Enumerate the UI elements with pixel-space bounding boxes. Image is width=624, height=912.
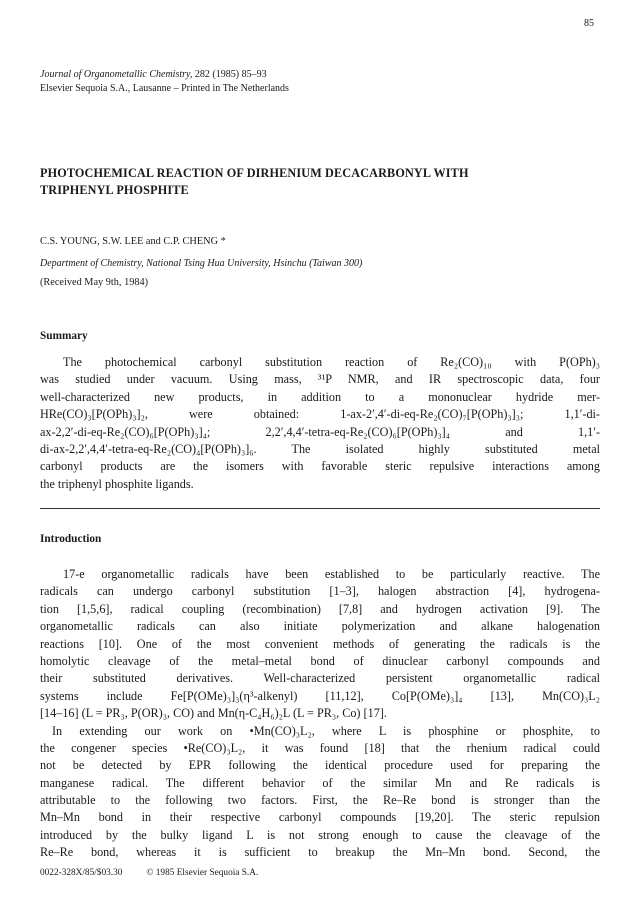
intro-line: radicals can undergo carbonyl substitution [1–3], halogen abstraction [4], hydrogena- [40, 584, 600, 599]
footer [40, 868, 258, 878]
intro-line: not be detected by EPR following the identical procedure used for preparing the [40, 758, 600, 773]
intro-line: tion [1,5,6], radical coupling (recombination) [7,8] and hydrogen activation [9]. The [40, 601, 600, 616]
article-code: 0022-328X/85/$03.30 [40, 868, 123, 878]
page-number: 85 [584, 18, 594, 29]
intro-line: the congener species •Re(CO)₃L₂, it was found [18] that the rhenium radical could [40, 740, 600, 755]
summary-line: carbonyl products are the isomers with favorable steric repulsive interactions among [40, 459, 600, 474]
publisher-line: Elsevier Sequoia S.A., Lausanne – Printed in The Netherlands [40, 83, 289, 94]
journal-name: Journal of Organometallic Chemistry, [40, 69, 193, 80]
title-line-1: PHOTOCHEMICAL REACTION OF DIRHENIUM DECACARBONYL WITH [40, 166, 469, 180]
authors: C.S. YOUNG, S.W. LEE and C.P. CHENG * [40, 236, 226, 247]
summary-line: The photochemical carbonyl substitution reaction of Re₂(CO)₁₀ with P(OPh)₃ [63, 355, 600, 369]
intro-line: 17-e organometallic radicals have been established to be particularly reactive. The [63, 567, 600, 581]
section-divider [40, 508, 600, 509]
received-date: (Received May 9th, 1984) [40, 277, 149, 288]
affiliation: Department of Chemistry, National Tsing Hua University, Hsinchu (Taiwan 300) [40, 258, 363, 269]
summary-line: HRe(CO)₃[P(OPh)₃]₂, were obtained: 1-ax-2′,4′-di-eq-Re₂(CO)₇[P(OPh)₃]₃; 1,1′-di- [40, 407, 600, 422]
introduction-text [40, 566, 600, 862]
intro-line: [14–16] (L = PR₃, P(OR)₃, CO) and Mn(η-C₄H₆)₂L (L = PR₃, Co) [17]. [40, 706, 387, 721]
intro-line: manganese radical. The different behavior of the similar Mn and Re radicals is [40, 775, 600, 790]
intro-line: Re–Re bond, whereas it is sufficient to breakup the Mn–Mn bond. Second, the [40, 845, 600, 860]
summary-text [40, 354, 600, 493]
intro-line: homolytic cleavage of the metal–metal bond of dinuclear carbonyl compounds and [40, 653, 600, 668]
intro-line: introduced by the bulky ligand L is not strong enough to cause the cleavage of the [40, 827, 600, 842]
summary-line: ax-2,2′-di-eq-Re₂(CO)₆[P(OPh)₃]₄; 2,2′,4,4′-tetra-eq-Re₂(CO)₆[P(OPh)₃]₄ and 1,1′- [40, 424, 600, 439]
copyright: © 1985 Elsevier Sequoia S.A. [146, 868, 259, 878]
summary-line: well-characterized new products, in addition to a mononuclear hydride mer- [40, 389, 600, 404]
summary-line: the triphenyl phosphite ligands. [40, 476, 194, 491]
intro-line: reactions [10]. One of the most convenient methods of generating the radicals is the [40, 636, 600, 651]
title-line-2: TRIPHENYL PHOSPHITE [40, 183, 189, 197]
summary-line: di-ax-2,2′,4,4′-tetra-eq-Re₂(CO)₄[P(OPh)₃]₆. The isolated highly substituted metal [40, 441, 600, 456]
intro-line: organometallic radicals can also initiate polymerization and alkane halogenation [40, 619, 600, 634]
intro-line: attributable to the following two factors. First, the Re–Re bond is stronger than the [40, 793, 600, 808]
summary-line: was studied under vacuum. Using mass, ³¹P NMR, and IR spectroscopic data, four [40, 372, 600, 387]
intro-line: Mn–Mn bond in their respective carbonyl compounds [19,20]. The steric repulsion [40, 810, 600, 825]
journal-volume: 282 (1985) 85–93 [192, 69, 267, 80]
intro-line: In extending our work on •Mn(CO)₃L₂, where L is phosphine or phosphite, to [52, 723, 600, 738]
summary-heading: Summary [40, 330, 88, 342]
intro-line: their substituted derivatives. Well-characterized persistent organometallic radical [40, 671, 600, 686]
intro-line: systems include Fe[P(OMe)₃]₃(η³-alkenyl) [11,12], Co[P(OMe)₃]₄ [13], Mn(CO)₃L₂ [40, 688, 600, 703]
article-title [40, 165, 600, 199]
introduction-heading: Introduction [40, 533, 102, 545]
journal-citation [40, 68, 289, 82]
journal-header [40, 68, 289, 96]
